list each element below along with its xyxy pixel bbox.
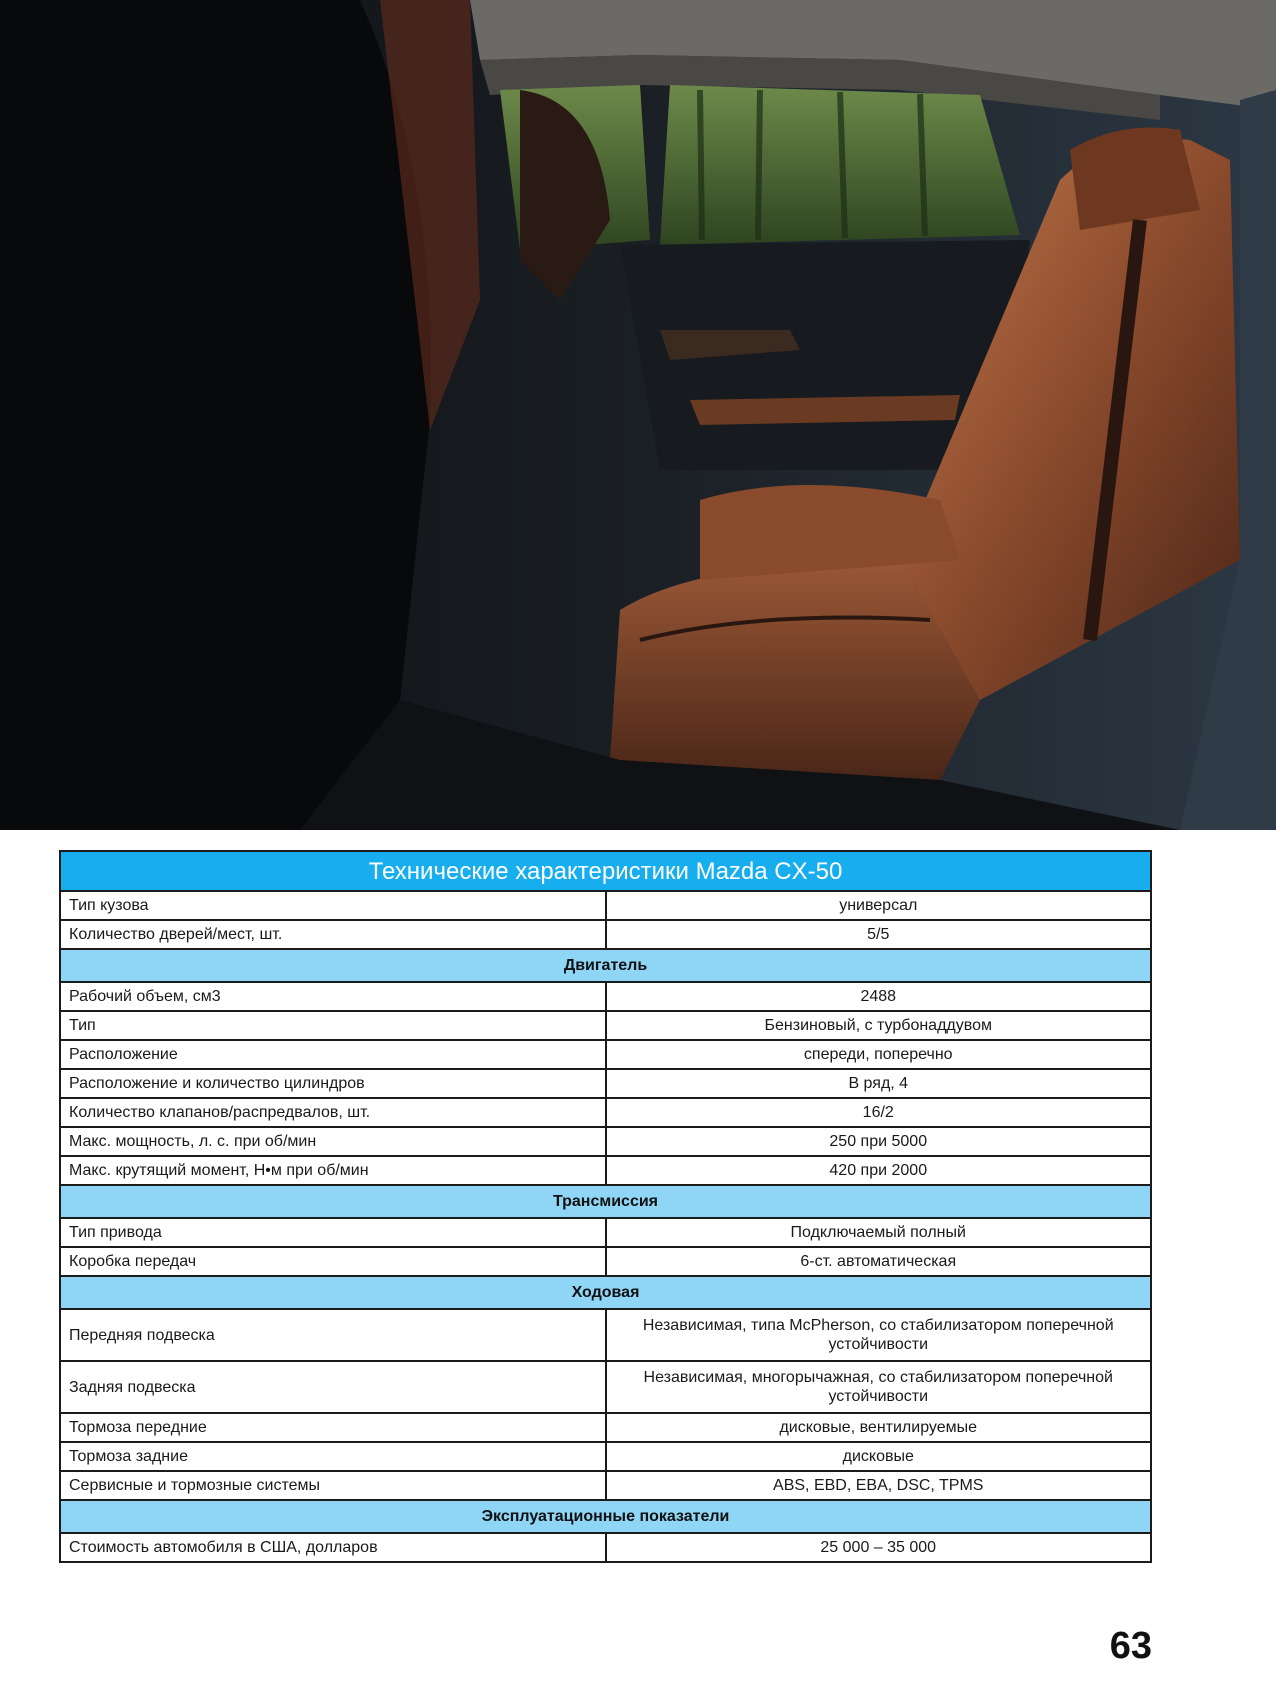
spec-label: Задняя подвеска	[60, 1361, 606, 1413]
spec-label: Количество клапанов/распредвалов, шт.	[60, 1098, 606, 1127]
spec-label: Макс. крутящий момент, Н•м при об/мин	[60, 1156, 606, 1185]
section-header: Трансмиссия	[60, 1185, 1151, 1218]
table-row	[60, 1247, 1151, 1276]
spec-value: 25 000 – 35 000	[606, 1533, 1152, 1562]
table-row	[60, 1218, 1151, 1247]
section-header-row	[60, 1500, 1151, 1533]
spec-value: В ряд, 4	[606, 1069, 1152, 1098]
spec-value: универсал	[606, 891, 1152, 920]
spec-label: Расположение	[60, 1040, 606, 1069]
spec-value: 6-ст. автоматическая	[606, 1247, 1152, 1276]
table-row	[60, 1040, 1151, 1069]
section-header-row	[60, 949, 1151, 982]
table-row	[60, 1309, 1151, 1361]
spec-value: 5/5	[606, 920, 1152, 949]
table-row	[60, 982, 1151, 1011]
spec-label: Рабочий объем, см3	[60, 982, 606, 1011]
spec-table	[59, 850, 1152, 1563]
spec-label: Передняя подвеска	[60, 1309, 606, 1361]
spec-label: Тормоза передние	[60, 1413, 606, 1442]
spec-value: 250 при 5000	[606, 1127, 1152, 1156]
spec-label: Тормоза задние	[60, 1442, 606, 1471]
spec-value: 16/2	[606, 1098, 1152, 1127]
spec-value: 2488	[606, 982, 1152, 1011]
spec-label: Сервисные и тормозные системы	[60, 1471, 606, 1500]
table-row	[60, 1533, 1151, 1562]
spec-value: Подключаемый полный	[606, 1218, 1152, 1247]
spec-label: Тип	[60, 1011, 606, 1040]
spec-label: Количество дверей/мест, шт.	[60, 920, 606, 949]
spec-value: ABS, EBD, EBA, DSC, TPMS	[606, 1471, 1152, 1500]
spec-label: Макс. мощность, л. с. при об/мин	[60, 1127, 606, 1156]
section-header-row	[60, 1185, 1151, 1218]
table-row	[60, 1011, 1151, 1040]
table-row	[60, 891, 1151, 920]
table-row	[60, 1442, 1151, 1471]
table-row	[60, 920, 1151, 949]
spec-value: Независимая, многорычажная, со стабилизатором поперечной устойчивости	[606, 1361, 1152, 1413]
section-header: Ходовая	[60, 1276, 1151, 1309]
spec-value: дисковые, вентилируемые	[606, 1413, 1152, 1442]
table-row	[60, 1413, 1151, 1442]
spec-label: Стоимость автомобиля в США, долларов	[60, 1533, 606, 1562]
spec-value: Независимая, типа McPherson, со стабилизатором поперечной устойчивости	[606, 1309, 1152, 1361]
spec-label: Тип кузова	[60, 891, 606, 920]
car-rear-seat-photo-icon	[0, 0, 1276, 830]
spec-label: Расположение и количество цилиндров	[60, 1069, 606, 1098]
spec-label: Коробка передач	[60, 1247, 606, 1276]
table-row	[60, 1127, 1151, 1156]
table-title-row	[60, 851, 1151, 891]
section-header: Эксплуатационные показатели	[60, 1500, 1151, 1533]
table-row	[60, 1361, 1151, 1413]
page-number: 63	[1109, 1625, 1152, 1667]
section-header-row	[60, 1276, 1151, 1309]
spec-value: Бензиновый, с турбонаддувом	[606, 1011, 1152, 1040]
spec-label: Тип привода	[60, 1218, 606, 1247]
spec-value: 420 при 2000	[606, 1156, 1152, 1185]
table-row	[60, 1069, 1151, 1098]
section-header: Двигатель	[60, 949, 1151, 982]
spec-value: дисковые	[606, 1442, 1152, 1471]
spec-value: спереди, поперечно	[606, 1040, 1152, 1069]
car-interior-photo	[0, 0, 1276, 830]
table-row	[60, 1098, 1151, 1127]
table-row	[60, 1471, 1151, 1500]
table-title: Технические характеристики Mazda CX-50	[60, 851, 1151, 891]
table-row	[60, 1156, 1151, 1185]
